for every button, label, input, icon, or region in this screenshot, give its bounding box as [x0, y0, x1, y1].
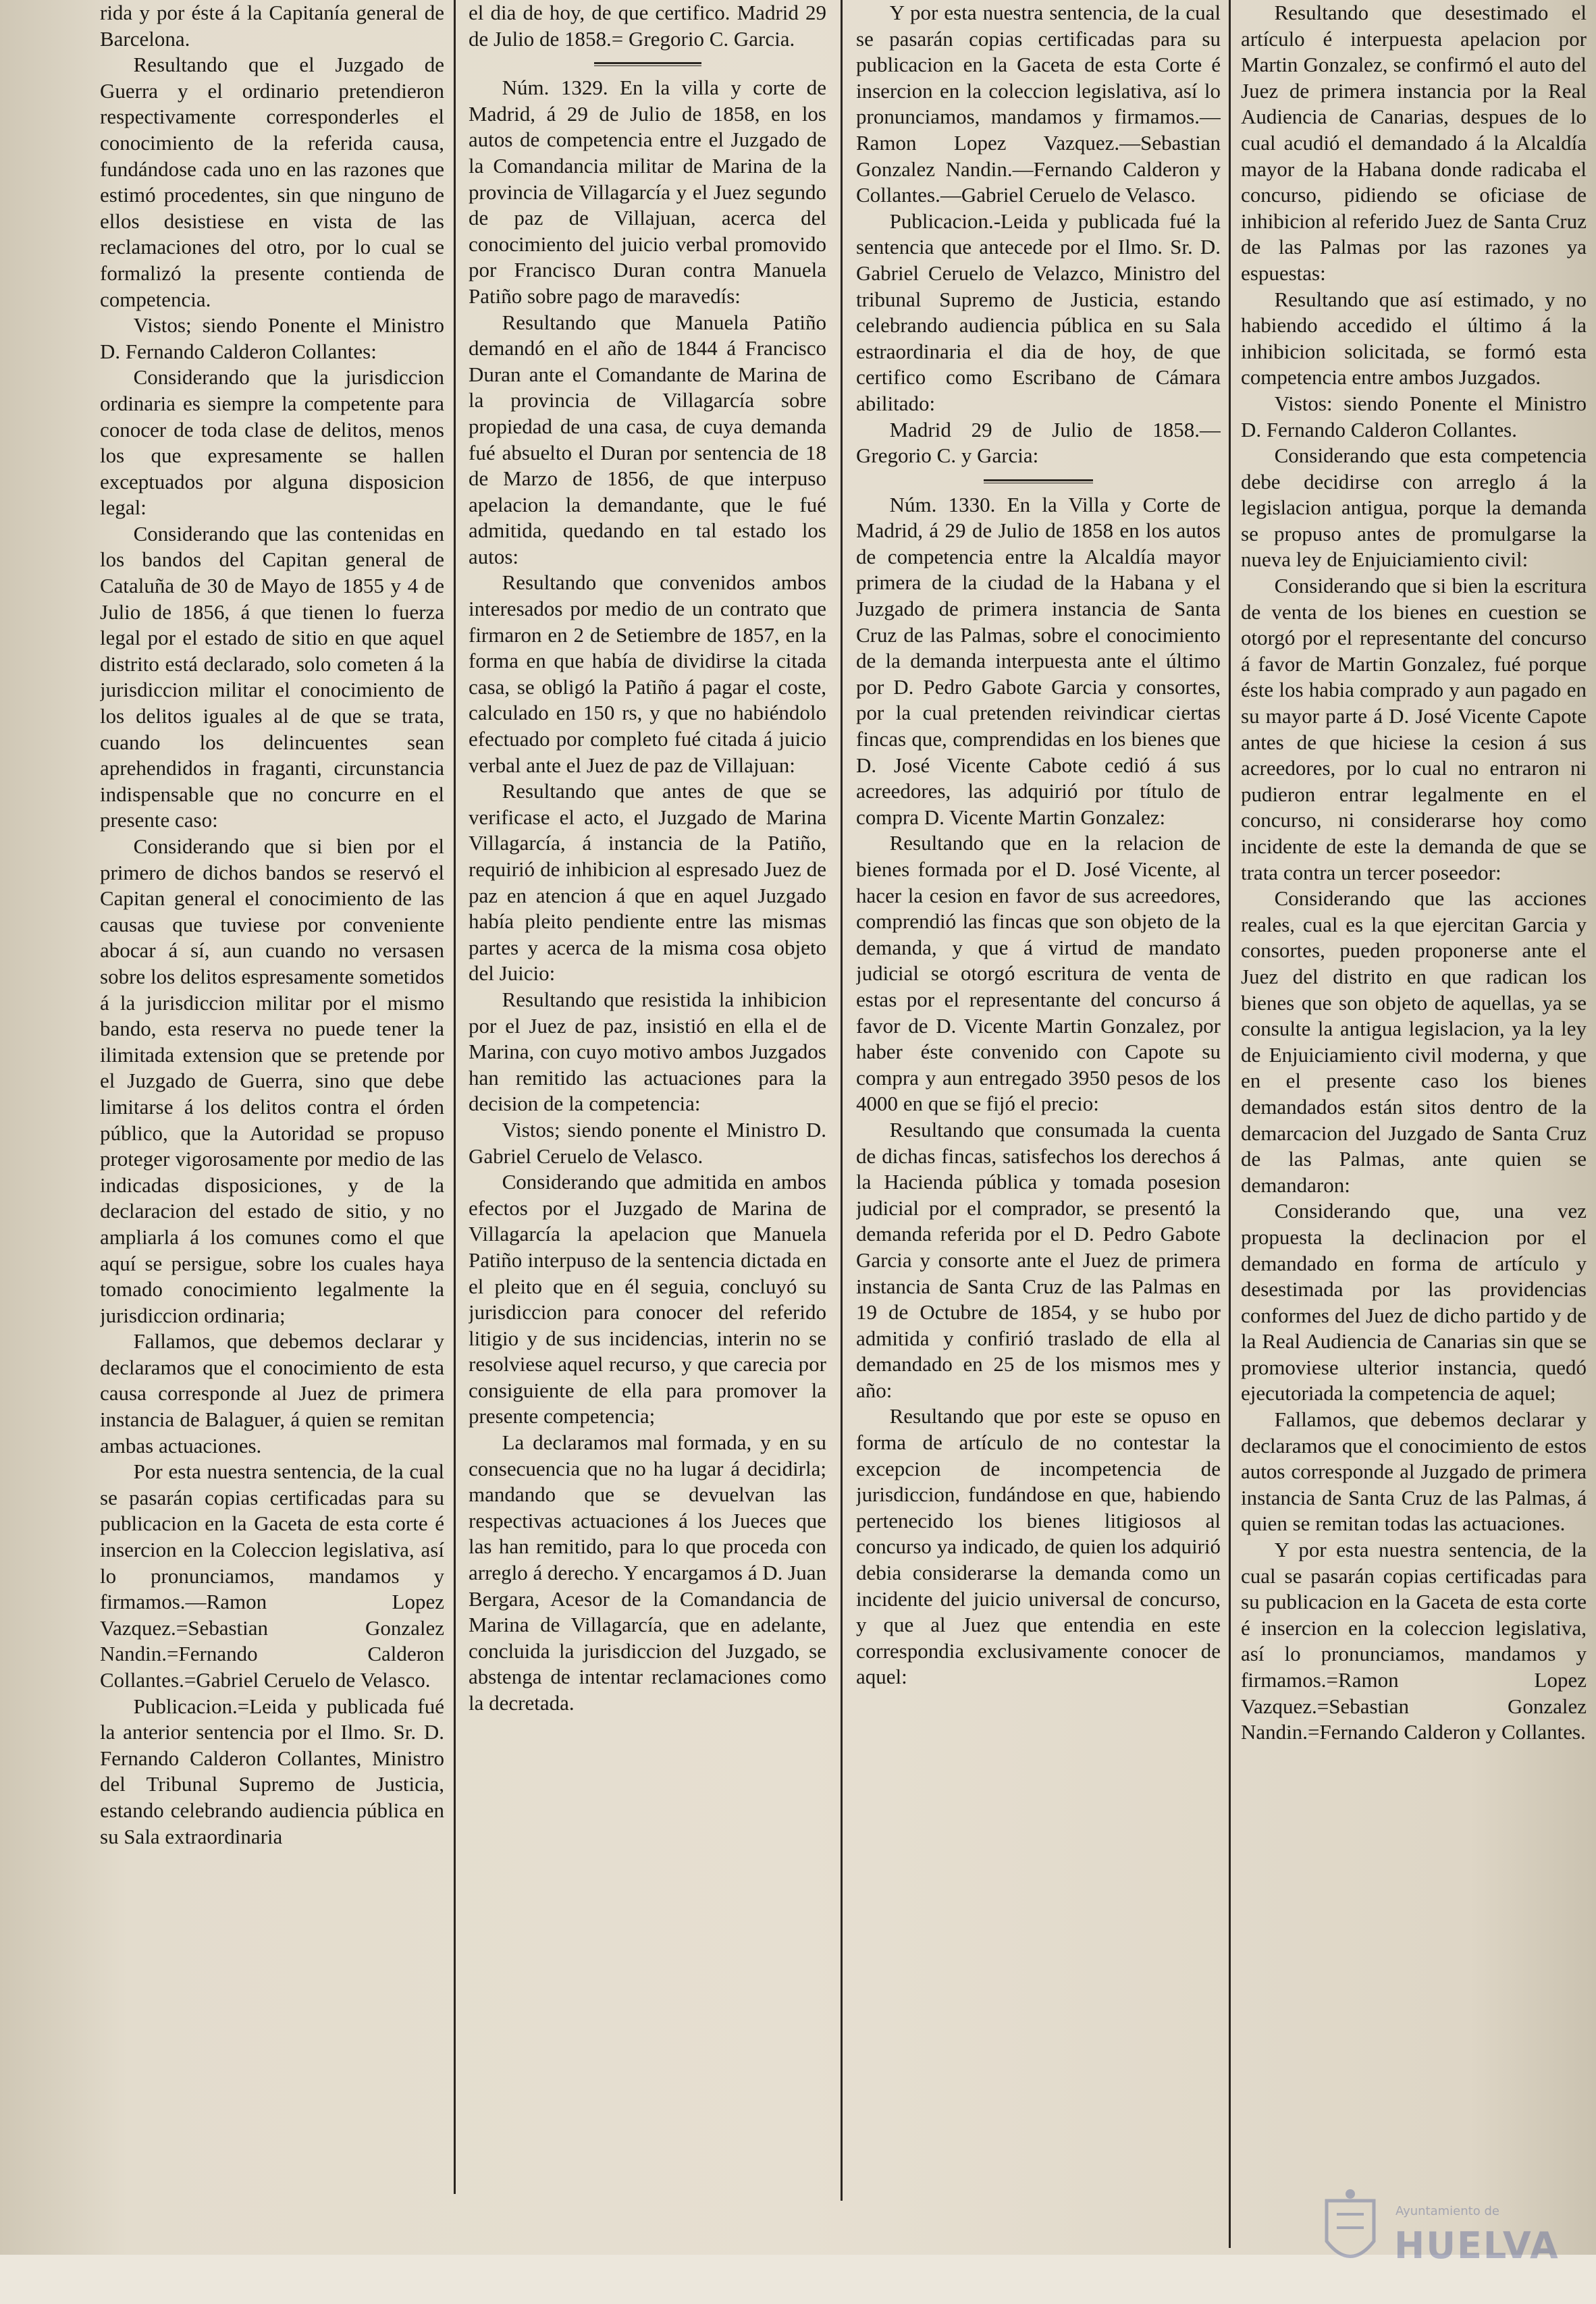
- paragraph: Considerando que si bien por el primero de dichos bandos se reservó el Capitan general el conocimiento de las causas que tuviese por conveniente abocar á sí, aun cuando no versasen sobre los delitos espresamente sometidos á la jurisdiccion militar por el mismo bando, esta reserva no puede tener la ilimitada extension que se pretende por el Juzgado de Guerra, sino que debe limitarse á los delitos contra el órden público, que la Autoridad se propuso proteger vigorosamente por medio de las indicadas disposiciones, y de la declaracion del estado de sitio, y no ampliarla á los comunes como el que aquí se persigue, sobre los cuales haya tomado conocimiento legalmente la jurisdiccion ordinaria;: [100, 834, 444, 1327]
- paragraph: Publicacion.-Leida y publicada fué la sentencia que antecede por el Ilmo. Sr. D. Gabriel Ceruelo de Velazco, Ministro del tribunal Supremo de Justicia, estando celebrando audiencia pública en su Sala estraordinaria el dia de hoy, de que certifico como Escribano de Cámara abilitado:: [856, 209, 1221, 415]
- paragraph: Núm. 1330. En la Villa y Corte de Madrid, á 29 de Julio de 1858 en los autos de competencia entre la Alcaldía mayor primera de la ciudad de la Habana y el Juzgado de primera instancia de Santa Cruz de las Palmas, sobre el conocimiento de la demanda interpuesta ante el último por D. Pedro Gabote Garcia y consortes, por la cual pretenden reivindicar ciertas fincas que, comprendidas en los bienes que D. José Vicente Cabote cedió á sus acreedores, las adquirió por título de compra D. Vicente Martin Gonzalez:: [856, 492, 1221, 829]
- paragraph: Y por esta nuestra sentencia, de la cual se pasarán copias certificadas para su publicacion en la Gaceta de esta corte é insercion en la coleccion legislativa, así lo pronunciamos, mandamos y firmamos.=Ramon Lopez Vazquez.=Sebastian Gonzalez Nandin.=Fernando Calderon y Collantes.: [1241, 1538, 1587, 1744]
- paragraph: Resultando que así estimado, y no habiendo accedido el último á la inhibicion solicitada, se formó esta competencia entre ambos Juzgados.: [1241, 287, 1587, 390]
- watermark-label: Ayuntamiento de: [1395, 2204, 1499, 2218]
- paragraph: Resultando que Manuela Patiño demandó en el año de 1844 á Francisco Duran ante el Comandante de Marina de la provincia de Villagarcía sobre propiedad de una casa, de cuya demanda fué absuelto el Duran por sentencia de 18 de Marzo de 1856, de que interpuso apelacion la demandante, que le fué admitida, quedando en tal estado los autos:: [469, 310, 826, 568]
- section-separator: [469, 52, 826, 75]
- paragraph: Vistos; siendo Ponente el Ministro D. Fernando Calderon Collantes:: [100, 313, 444, 363]
- paragraph: Fallamos, que debemos declarar y declaramos que el conocimiento de esta causa corresponde al Juez de primera instancia de Balaguer, á quien se remitan ambas actuaciones.: [100, 1329, 444, 1457]
- paragraph: La declaramos mal formada, y en su consecuencia que no ha lugar á decidirla; mandando que se devuelvan las respectivas actuaciones á los Jueces que las han remitido, para lo que proceda con arreglo á derecho. Y encargamos á D. Juan Bergara, Acesor de la Comandancia de Marina de Villagarcía, que en adelante, concluida la jurisdiccion del Juzgado, se abstenga de intentar reclamaciones como la decretada.: [469, 1430, 826, 1715]
- column-3: [856, 0, 1221, 2180]
- watermark-name: HUELVA: [1394, 2224, 1560, 2267]
- paragraph: Considerando que admitida en ambos efectos por el Juzgado de Marina de Villagarcía la apelacion que Manuela Patiño interpuso de la sentencia dictada en el pleito que en él seguia, concluyó su jurisdiccion para conocer del referido litigio y de sus incidencias, interin no se resolviese aquel recurso, y que carecia por consiguiente de ella para promover la presente competencia;: [469, 1170, 826, 1428]
- paragraph: Resultando que el Juzgado de Guerra y el ordinario pretendieron respectivamente corresponderles el conocimiento de la referida causa, fundándose cada uno en las razones que estimó procedentes, sin que ninguno de ellos desistiese en vista de las reclamaciones del otro, por lo cual se formalizó la presente contienda de competencia.: [100, 53, 444, 311]
- paragraph: Vistos: siendo Ponente el Ministro D. Fernando Calderon Collantes.: [1241, 391, 1587, 441]
- paragraph: Resultando que consumada la cuenta de dichas fincas, satisfechos los derechos á la Hacienda pública y tomada posesion judicial por el comprador, se presentó la demanda referida por el D. Pedro Gabote Garcia y consorte ante el Juez de primera instancia de Santa Cruz de las Palmas en 19 de Octubre de 1854, y se hubo por admitida y confirió traslado de ella al demandado en 25 de los mismos mes y año:: [856, 1117, 1221, 1402]
- paragraph: Resultando que resistida la inhibicion por el Juez de paz, insistió en ella el de Marina, con cuyo motivo ambos Juzgados han remitido las actuaciones para la decision de la competencia:: [469, 987, 826, 1116]
- column-rule: [454, 0, 456, 2194]
- paragraph: Considerando que la jurisdiccion ordinaria es siempre la competente para conocer de toda clase de delitos, menos los que expresamente se hallen exceptuados por alguna disposicion legal:: [100, 365, 444, 520]
- column-rule: [1229, 0, 1231, 2248]
- paragraph: Considerando que esta competencia debe decidirse con arreglo á la legislacion antigua, porque la demanda se propuso antes de promulgarse la nueva ley de Enjuiciamiento civil:: [1241, 444, 1587, 572]
- paragraph: Madrid 29 de Julio de 1858.— Gregorio C. y Garcia:: [856, 417, 1221, 468]
- paragraph: Resultando que convenidos ambos interesados por medio de un contrato que firmaron en 2 de Setiembre de 1857, en la forma en que había de dividirse la citada casa, se obligó la Patiño á pagar el coste, calculado en 150 rs, y que no habiéndolo efectuado por completo fué citada á juicio verbal ante el Juez de paz de Villajuan:: [469, 570, 826, 777]
- coat-of-arms-icon: [1320, 2187, 1381, 2275]
- paragraph: Resultando que por este se opuso en forma de artículo de no contestar la excepcion de incompetencia de jurisdiccion, fundándose en que, habiendo pertenecido los bienes litigiosos al concurso ya indicado, de quien los adquirió debia considerarse la demanda como un incidente del juicio universal de concurso, y que al Juez que entendia en este correspondia exclusivamente conocer de aquel:: [856, 1404, 1221, 1689]
- paragraph: Resultando que desestimado el artículo é interpuesta apelacion por Martin Gonzalez, se confirmó el auto del Juez de primera instancia por la Real Audiencia de Canarias, despues de lo cual acudió el demandado á la Alcaldía mayor de la Habana donde radicaba el concurso, pidiendo se oficiase de inhibicion al referido Juez de Santa Cruz de las Palmas por las razones ya espuestas:: [1241, 1, 1587, 285]
- paragraph: Y por esta nuestra sentencia, de la cual se pasarán copias certificadas para su publicacion en la Gaceta de esta Corte é insercion en la coleccion legislativa, así lo pronunciamos, mandamos y firmamos.—Ramon Lopez Vazquez.—Sebastian Gonzalez Nandin.—Fernando Calderon y Collantes.—Gabriel Ceruelo de Velasco.: [856, 1, 1221, 207]
- paragraph: Publicacion.=Leida y publicada fué la anterior sentencia por el Ilmo. Sr. D. Fernando Calderon Collantes, Ministro del Tribunal Supremo de Justicia, estando celebrando audiencia pública en su Sala extraordinaria: [100, 1694, 444, 1848]
- paragraph: rida y por éste á la Capitanía general de Barcelona.: [100, 1, 444, 51]
- paragraph: Considerando que las contenidas en los bandos del Capitan general de Cataluña de 30 de Mayo de 1855 y 4 de Julio de 1856, á que tienen lo fuerza legal por el estado de sitio en que aquel distrito está declarado, solo cometen á la jurisdiccion militar el conocimiento de los delitos iguales al de que se trata, cuando los delincuentes sean aprehendidos in fraganti, circunstancia indispensable que no concurre en el presente caso:: [100, 521, 444, 832]
- column-2: [469, 0, 826, 2180]
- column-1: [100, 0, 444, 2180]
- paragraph: Fallamos, que debemos declarar y declaramos que el conocimiento de estos autos corresponde al Juzgado de primera instancia de Santa Cruz de las Palmas, á quien se remitan todas las actuaciones.: [1241, 1408, 1587, 1536]
- paragraph: Núm. 1329. En la villa y corte de Madrid, á 29 de Julio de 1858, en los autos de competencia entre el Juzgado de la Comandancia militar de Marina de la provincia de Villagarcía y el Juez segundo de paz de Villajuan, acerca del conocimiento del juicio verbal promovido por Francisco Duran contra Manuela Patiño sobre pago de maravedís:: [469, 76, 826, 308]
- paragraph: Considerando que, una vez propuesta la declinacion por el demandado en forma de artículo y desestimada por las providencias conformes del Juez de dicho partido y de la Real Audiencia de Canarias sin que se promoviese ulterior instancia, quedó ejecutoriada la competencia de aquel;: [1241, 1199, 1587, 1405]
- archive-watermark: [1320, 2187, 1560, 2288]
- paragraph: Por esta nuestra sentencia, de la cual se pasarán copias certificadas para su publicacion en la Gaceta de esta corte é insercion en la Coleccion legislativa, así lo pronunciamos, mandamos y firmamos.—Ramon Lopez Vazquez.=Sebastian Gonzalez Nandin.=Fernando Calderon Collantes.=Gabriel Ceruelo de Velasco.: [100, 1459, 444, 1692]
- paragraph: Considerando que las acciones reales, cual es la que ejercitan Garcia y consortes, pueden proponerse ante el Juez del distrito en que radican los bienes que son objeto de aquellas, ya se consulte la antigua legislacion, ya la ley de Enjuiciamiento civil moderna, y que en el presente caso los bienes demandados están sitos dentro de la demarcacion del Juzgado de Santa Cruz de las Palmas, ante quien se demandaron:: [1241, 886, 1587, 1197]
- paragraph: Resultando que antes de que se verificase el acto, el Juzgado de Marina Villagarcía, á instancia de la Patiño, requirió de inhibicion al espresado Juez de paz en atencion á que en aquel Juzgado había pleito pendiente entre las mismas partes y acerca de la misma cosa objeto del Juicio:: [469, 779, 826, 986]
- paragraph: Resultando que en la relacion de bienes formada por el D. José Vicente, al hacer la cesion en favor de sus acreedores, comprendió las fincas que son objeto de la demanda, y que á virtud de mandato judicial se otorgó escritura de venta de estas por el representante del concurso á favor de D. Vicente Martin Gonzalez, por haber éste convenido con Capote su compra y aun entregado 3950 pesos de los 4000 en que se fijó el precio:: [856, 831, 1221, 1116]
- column-rule: [841, 0, 843, 2201]
- paragraph: Vistos; siendo ponente el Ministro D. Gabriel Ceruelo de Velasco.: [469, 1117, 826, 1168]
- paragraph: el dia de hoy, de que certifico. Madrid 29 de Julio de 1858.= Gregorio C. Garcia.: [469, 1, 826, 51]
- section-separator: [856, 469, 1221, 492]
- column-4: [1241, 0, 1587, 2180]
- paragraph: Considerando que si bien la escritura de venta de los bienes en cuestion se otorgó por el representante del concurso á favor de Martin Gonzalez, fué porque éste los habia comprado y aun pagado en su mayor parte á D. José Vicente Capote antes de que hiciese la cesion á sus acreedores, por lo cual no entraron ni pudieron entrar legalmente en el concurso, ni considerarse hoy como incidente de este la demanda de que se trata contra un tercer poseedor:: [1241, 574, 1587, 884]
